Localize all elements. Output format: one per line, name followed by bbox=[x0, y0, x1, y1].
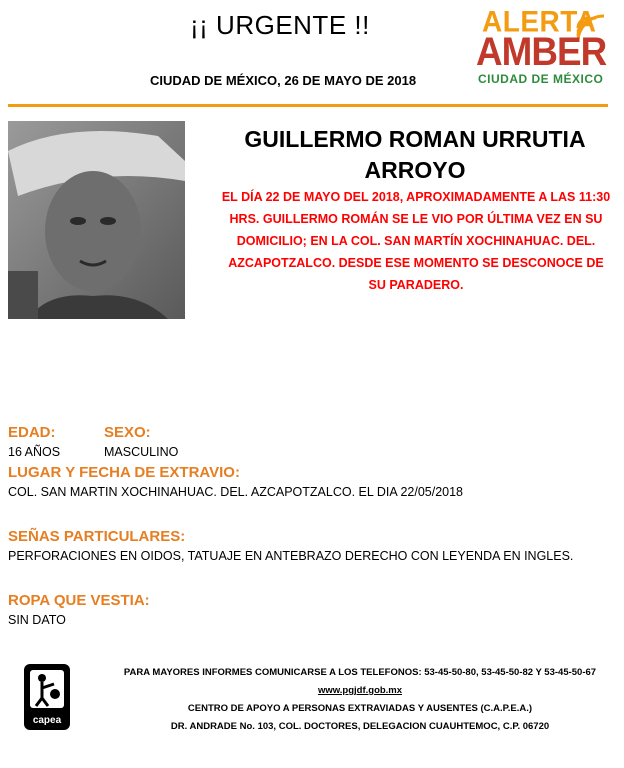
distinguishing-marks-value: PERFORACIONES EN OIDOS, TATUAJE EN ANTEBRAZO DERECHO CON LEYENDA EN INGLES. bbox=[8, 549, 574, 563]
age-label: EDAD: bbox=[8, 424, 56, 441]
capea-logo bbox=[24, 664, 70, 730]
age-value: 16 AÑOS bbox=[8, 445, 61, 459]
header-divider bbox=[8, 104, 608, 107]
logo-cdmx-text: CIUDAD DE MÉXICO bbox=[478, 72, 604, 86]
place-date-missing-label: LUGAR Y FECHA DE EXTRAVIO: bbox=[8, 464, 240, 481]
urgent-heading: ¡¡ URGENTE !! bbox=[190, 10, 370, 40]
sex-label: SEXO: bbox=[104, 424, 151, 441]
website-link[interactable]: www.pgjdf.gob.mx bbox=[317, 685, 403, 696]
clothing-label: ROPA QUE VESTIA: bbox=[8, 592, 150, 609]
distinguishing-marks-label: SEÑAS PARTICULARES: bbox=[8, 528, 186, 545]
contact-phones: PARA MAYORES INFORMES COMUNICARSE A LOS TELEFONOS: 53-45-50-80, 53-45-50-82 Y 53-45-50-67 bbox=[123, 667, 597, 678]
sex-value: MASCULINO bbox=[104, 445, 179, 459]
missing-person-photo bbox=[8, 121, 185, 319]
disappearance-description: EL DÍA 22 DE MAYO DEL 2018, APROXIMADAMENTE A LAS 11:30 HRS. GUILLERMO ROMÁN SE LE VIO POR ÚLTIMA VEZ EN SU DOMICILIO; EN LA COL. SAN MARTÍN XOCHINAHUAC. DEL. AZCAPOTZALCO. DESDE ESE MOMENTO SE DESCONOCE DE SU PARADERO. bbox=[221, 190, 611, 292]
place-date: CIUDAD DE MÉXICO, 26 DE MAYO DE 2018 bbox=[150, 73, 417, 88]
capea-address: DR. ANDRADE No. 103, COL. DOCTORES, DELEGACION CUAUHTEMOC, C.P. 06720 bbox=[170, 721, 550, 732]
person-name: GUILLERMO ROMAN URRUTIA ARROYO bbox=[244, 126, 586, 183]
capea-center-name: CENTRO DE APOYO A PERSONAS EXTRAVIADAS Y AUSENTES (C.A.P.E.A.) bbox=[187, 703, 533, 714]
clothing-value: SIN DATO bbox=[8, 613, 66, 627]
logo-amber-text: AMBER bbox=[476, 30, 607, 74]
capea-figure-icon bbox=[24, 664, 70, 714]
place-date-missing-value: COL. SAN MARTIN XOCHINAHUAC. DEL. AZCAPOTZALCO. EL DIA 22/05/2018 bbox=[8, 485, 464, 499]
logo-alerta-text: ALERTA bbox=[482, 5, 597, 38]
alerta-amber-logo bbox=[470, 2, 610, 94]
capea-logo-text: capea bbox=[32, 715, 62, 726]
